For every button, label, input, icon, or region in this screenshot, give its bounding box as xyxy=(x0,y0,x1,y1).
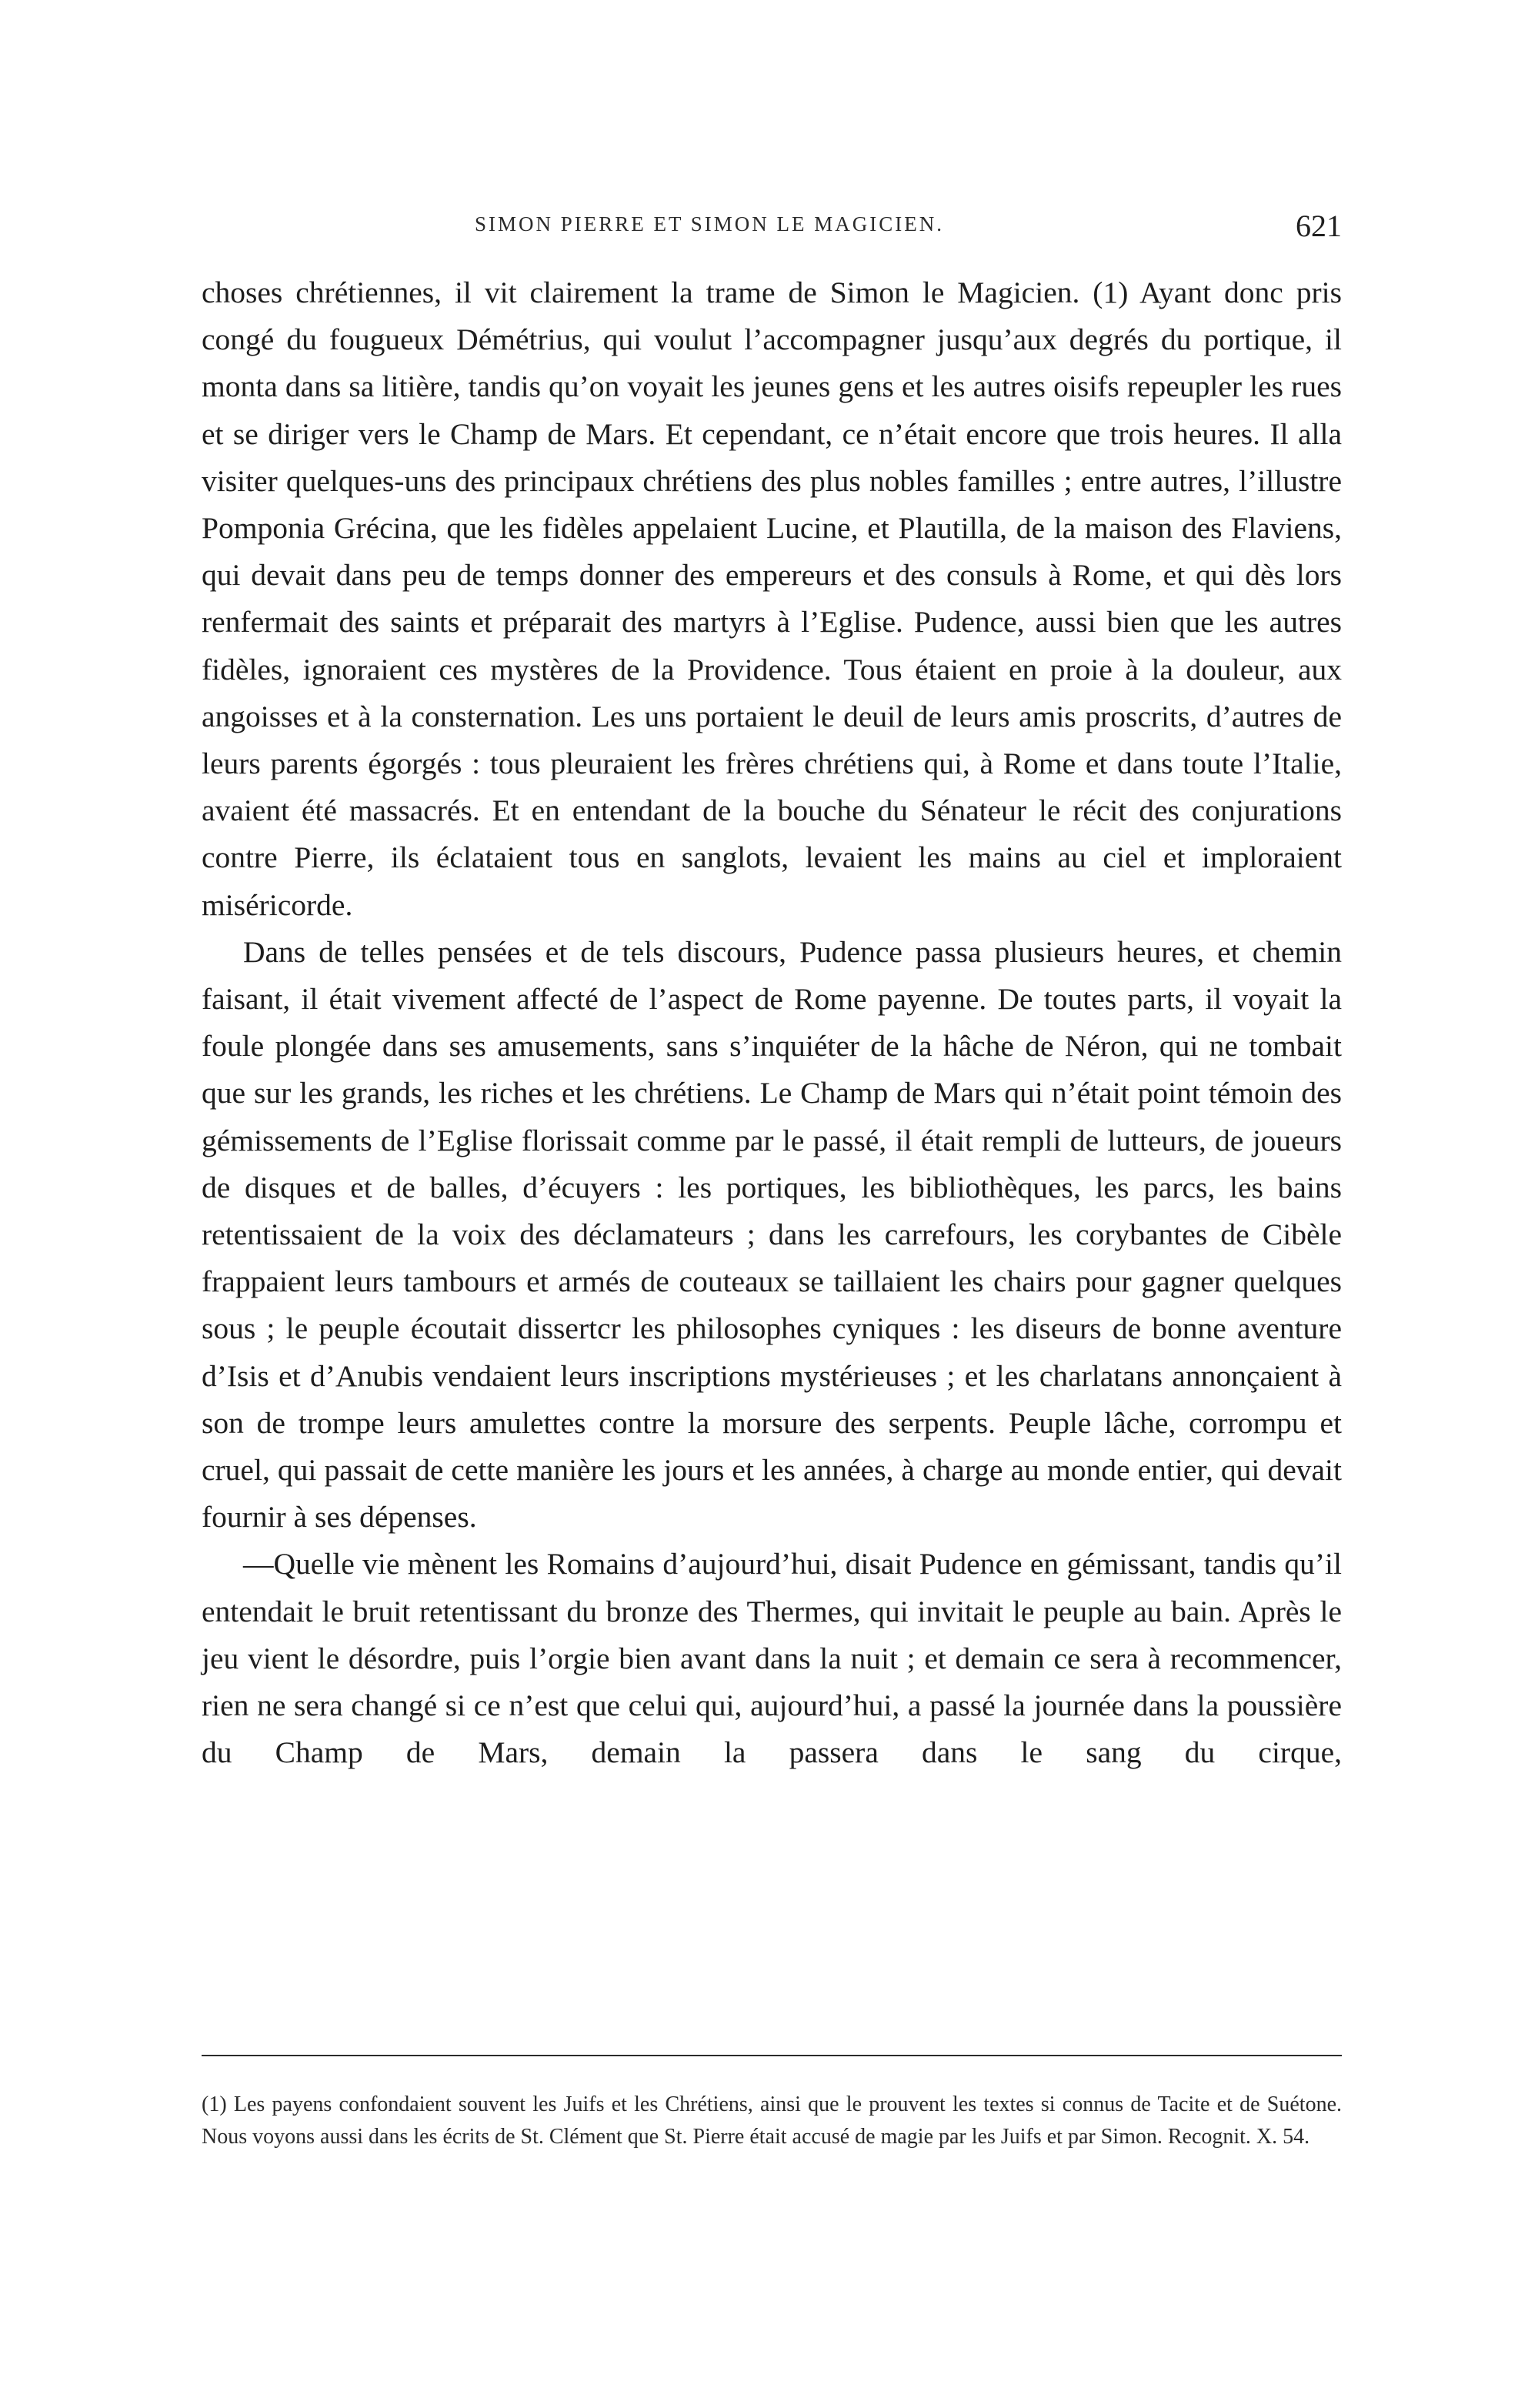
footnote: (1) Les payens confondaient souvent les Juifs et les Chrétiens, ainsi que le prouvent les textes si connus de Tacite et de Suétone. Nous voyons aussi dans les écrits de St. Clément que St. Pierre était accusé de magie par les Juifs et par Simon. Recognit. X. 54. xyxy=(202,2092,1342,2149)
running-title: SIMON PIERRE ET SIMON LE MAGICIEN. xyxy=(475,212,945,235)
paragraph-continued: choses chrétiennes, il vit clairement la trame de Simon le Magicien. (1) Ayant donc pris congé du fougueux Démétrius, qui voulut l’accompagner jusqu’aux degrés du portique, il monta dans sa litière, tandis qu’on voyait les jeunes gens et les autres oisifs repeupler les rues et se diriger vers le Champ de Mars. Et cependant, ce n’était encore que trois heures. Il alla visiter quelques-uns des principaux chrétiens des plus nobles familles ; entre autres, l’illustre Pomponia Grécina, que les fidèles appelaient Lucine, et Plautilla, de la maison des Flaviens, qui devait dans peu de temps donner des empereurs et des consuls à Rome, et qui dès lors renfermait des saints et préparait des martyrs à l’Eglise. Pudence, aussi bien que les autres fidèles, ignoraient ces mystères de la Providence. Tous étaient en proie à la douleur, aux angoisses et à la consternation. Les uns portaient le deuil de leurs amis proscrits, d’autres de leurs parents égorgés : tous pleuraient les frères chrétiens qui, à Rome et dans toute l’Italie, avaient été massacrés. Et en entendant de la bouche du Sénateur le récit des conjurations contre Pierre, ils éclataient tous en sanglots, levaient les mains au ciel et imploraient miséricorde. xyxy=(202,276,1342,922)
footnote-divider xyxy=(202,2055,1342,2056)
main-text xyxy=(202,269,1342,1777)
paragraph: Dans de telles pensées et de tels discours, Pudence passa plusieurs heures, et chemin faisant, il était vivement affecté de l’aspect de Rome payenne. De toutes parts, il voyait la foule plongée dans ses amusements, sans s’inquiéter de la hâche de Néron, qui ne tombait que sur les grands, les riches et les chrétiens. Le Champ de Mars qui n’était point témoin des gémissements de l’Eglise florissait comme par le passé, il était rempli de lutteurs, de joueurs de disques et de balles, d’écuyers : les portiques, les bibliothèques, les parcs, les bains retentissaient de la voix des déclamateurs ; dans les carrefours, les corybantes de Cibèle frappaient leurs tambours et armés de couteaux se taillaient les chairs pour gagner quelques sous ; le peuple écoutait dissertcr les philosophes cyniques : les diseurs de bonne aventure d’Isis et d’Anubis vendaient leurs inscriptions mystérieuses ; et les charlatans annonçaient à son de trompe leurs amulettes contre la morsure des serpents. Peuple lâche, corrompu et cruel, qui passait de cette manière les jours et les années, à charge au monde entier, qui devait fournir à ses dépenses. xyxy=(202,934,1342,1535)
running-head xyxy=(202,209,1342,249)
paragraph: —Quelle vie mènent les Romains d’aujourd’hui, disait Pudence en gémissant, tandis qu’il entendait le bruit retentissant du bronze des Thermes, qui invitait le peuple au bain. Après le jeu vient le désordre, puis l’orgie bien avant dans la nuit ; et demain ce sera à recommencer, rien ne sera changé si ce n’est que celui qui, aujourd’hui, a passé la journée dans la poussière du Champ de Mars, demain la passera dans le sang du cirque, xyxy=(202,1547,1342,1770)
page-number: 621 xyxy=(1296,209,1342,243)
